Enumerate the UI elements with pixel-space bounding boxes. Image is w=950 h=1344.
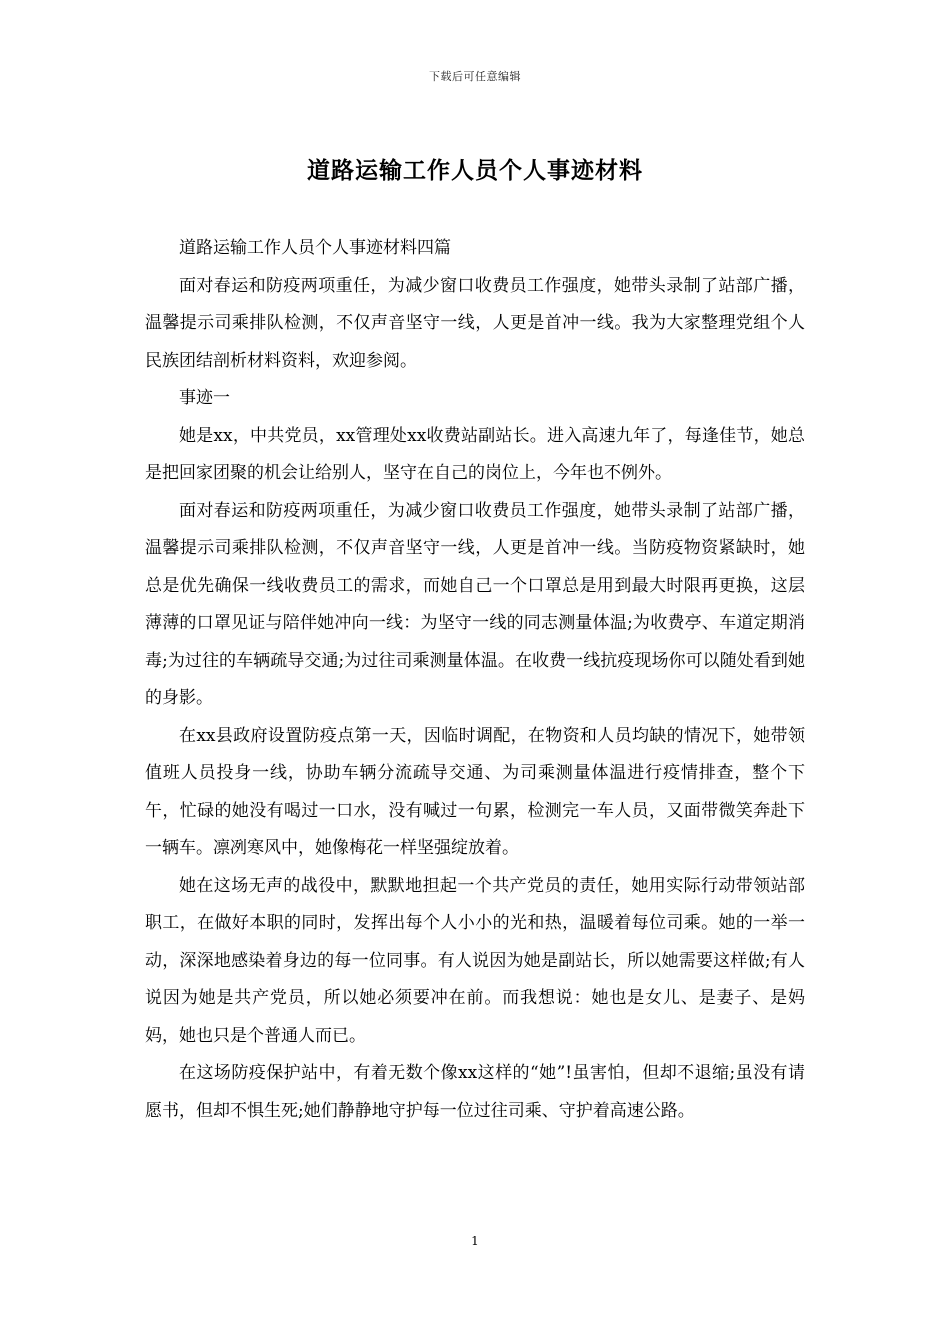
paragraph: 她在这场无声的战役中，默默地担起一个共产党员的责任，她用实际行动带领站部职工，在做好本职的同时，发挥出每个人小小的光和热，温暖着每位司乘。她的一举一动，深深地感染着身边的每一位同事。有人说因为她是副站长，所以她需要这样做;有人说因为她是共产党员，所以她必须要冲在前。而我想说：她也是女儿、是妻子、是妈妈，她也只是个普通人而已。 <box>145 875 805 1046</box>
paragraph-subtitle: 道路运输工作人员个人事迹材料四篇 <box>179 238 451 258</box>
paragraph: 她是xx，中共党员，xx管理处xx收费站副站长。进入高速九年了，每逢佳节，她总是把回家团聚的机会让给别人，坚守在自己的岗位上，今年也不例外。 <box>145 425 805 483</box>
paragraph: 在这场防疫保护站中，有着无数个像xx这样的“她”!虽害怕，但却不退缩;虽没有请愿书，但却不惧生死;她们静静地守护每一位过往司乘、守护着高速公路。 <box>145 1063 805 1121</box>
document-body <box>145 230 805 1130</box>
section-heading: 事迹一 <box>179 388 230 408</box>
header-note: 下载后可任意编辑 <box>429 70 521 83</box>
document-title: 道路运输工作人员个人事迹材料 <box>307 157 643 184</box>
paragraph: 在xx县政府设置防疫点第一天，因临时调配，在物资和人员均缺的情况下，她带领值班人员投身一线，协助车辆分流疏导交通、为司乘测量体温进行疫情排查，整个下午，忙碌的她没有喝过一口水，没有喊过一句累，检测完一车人员，又面带微笑奔赴下一辆车。凛冽寒风中，她像梅花一样坚强绽放着。 <box>145 725 805 858</box>
paragraph: 面对春运和防疫两项重任，为减少窗口收费员工作强度，她带头录制了站部广播，温馨提示司乘排队检测，不仅声音坚守一线，人更是首冲一线。我为大家整理党组个人民族团结剖析材料资料，欢迎参阅。 <box>145 275 805 371</box>
page-number: 1 <box>471 1234 479 1248</box>
paragraph: 面对春运和防疫两项重任，为减少窗口收费员工作强度，她带头录制了站部广播，温馨提示司乘排队检测，不仅声音坚守一线，人更是首冲一线。当防疫物资紧缺时，她总是优先确保一线收费员工的需求，而她自己一个口罩总是用到最大时限再更换，这层薄薄的口罩见证与陪伴她冲向一线：为坚守一线的同志测量体温;为收费亭、车道定期消毒;为过往的车辆疏导交通;为过往司乘测量体温。在收费一线抗疫现场你可以随处看到她的身影。 <box>145 500 805 708</box>
